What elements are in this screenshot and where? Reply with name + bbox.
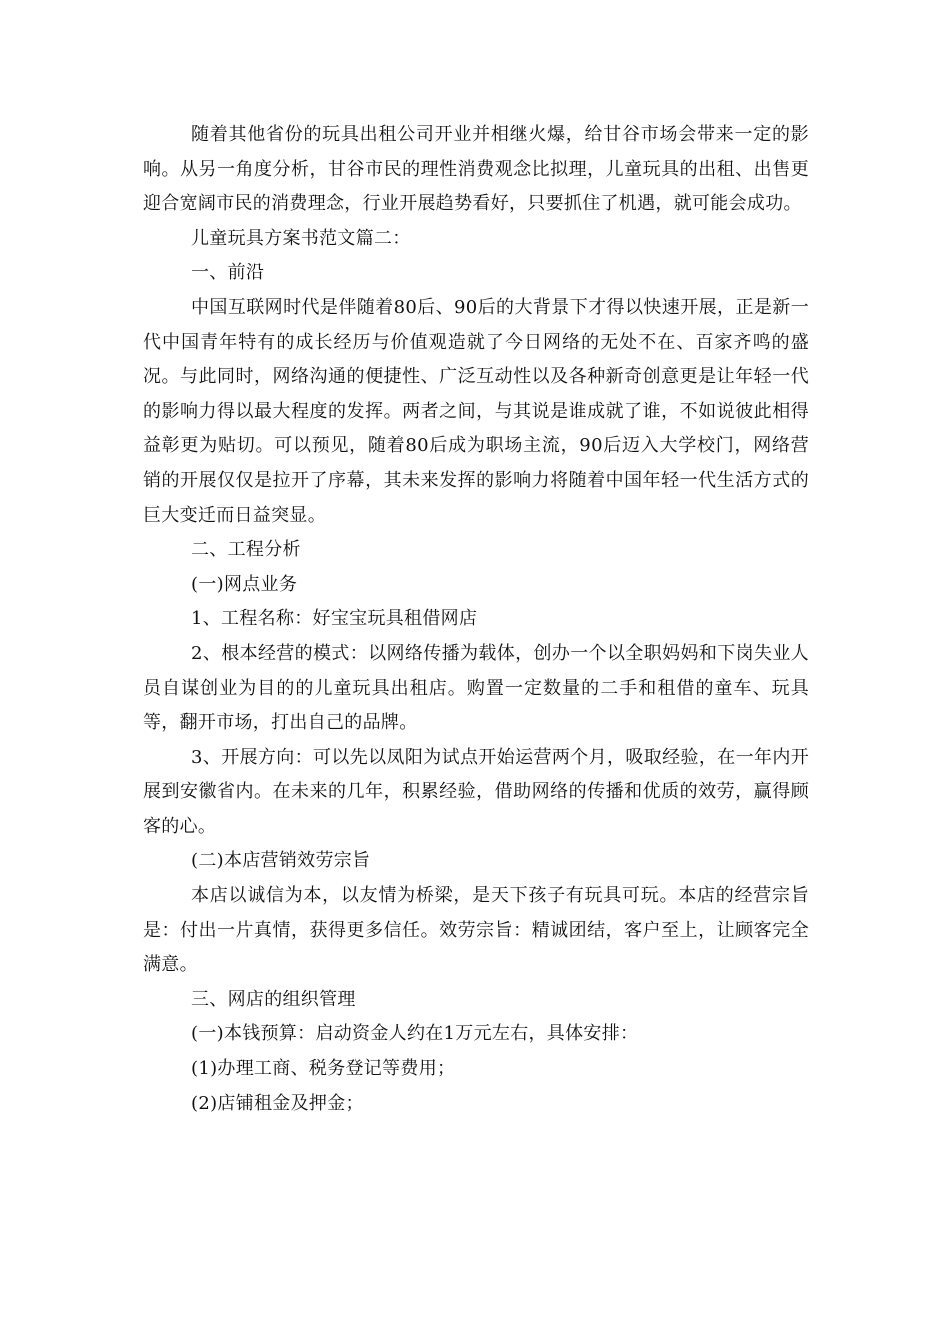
list-item-business-model: 2、根本经营的模式：以网络传播为载体，创办一个以全职妈妈和下岗失业人员自谋创业为目的的儿童玩具出租店。购置一定数量的二手和租借的童车、玩具等，翻开市场，打出自己的品牌。 [143,642,809,734]
subheading-service-purpose: (二)本店营销效劳宗旨 [191,850,371,872]
paragraph-market-impact: 随着其他省份的玩具出租公司开业并相继火爆，给甘谷市场会带来一定的影响。从另一角度分析，甘谷市民的理性消费观念比拟理，儿童玩具的出租、出售更迎合宽阔市民的消费理念，行业开展趋势看好，只要抓住了机遇，就可能会成功。 [143,124,809,215]
list-item-registration-fees: (1)办理工商、税务登记等费用； [191,1058,456,1080]
paragraph-internet-era: 中国互联网时代是伴随着80后、90后的大背景下才得以快速开展，正是新一代中国青年特有的成长经历与价值观造就了今日网络的无处不在、百家齐鸣的盛况。与此同时，网络沟通的便捷性、广泛互动性以及各种新奇创意更是让年轻一代的影响力得以最大程度的发挥。两者之间，与其说是谁成就了谁，不如说彼此相得益彰更为贴切。可以预见，随着80后成为职场主流，90后迈入大学校门，网络营销的开展仅仅是拉开了序幕，其未来发挥的影响力将随着中国年轻一代生活方式的巨大变迁而日益突显。 [143,296,809,526]
list-item-project-name: 1、工程名称：好宝宝玩具租借网店 [191,608,478,630]
paragraph-service-purpose: 本店以诚信为本，以友情为桥梁，是天下孩子有玩具可玩。本店的经营宗旨是：付出一片真情，获得更多信任。效劳宗旨：精诚团结，客户至上，让顾客完全满意。 [143,885,809,976]
section-heading-organization: 三、网店的组织管理 [191,988,356,1010]
list-item-development-direction: 3、开展方向：可以先以凤阳为试点开始运营两个月，吸取经验，在一年内开展到安徽省内。在未来的几年，积累经验，借助网络的传播和优质的效劳，赢得顾客的心。 [143,746,809,837]
list-item-rent-deposit: (2)店铺租金及押金； [191,1092,364,1114]
section-heading-preface: 一、前沿 [191,262,265,284]
section-heading-project-analysis: 二、工程分析 [191,539,301,561]
section-heading-plan-two: 儿童玩具方案书范文篇二： [191,227,411,249]
subheading-cost-budget: (一)本钱预算：启动资金人约在1万元左右，具体安排： [191,1023,639,1045]
document-page [143,118,809,1121]
subheading-outlet-business: (一)网点业务 [191,573,298,595]
